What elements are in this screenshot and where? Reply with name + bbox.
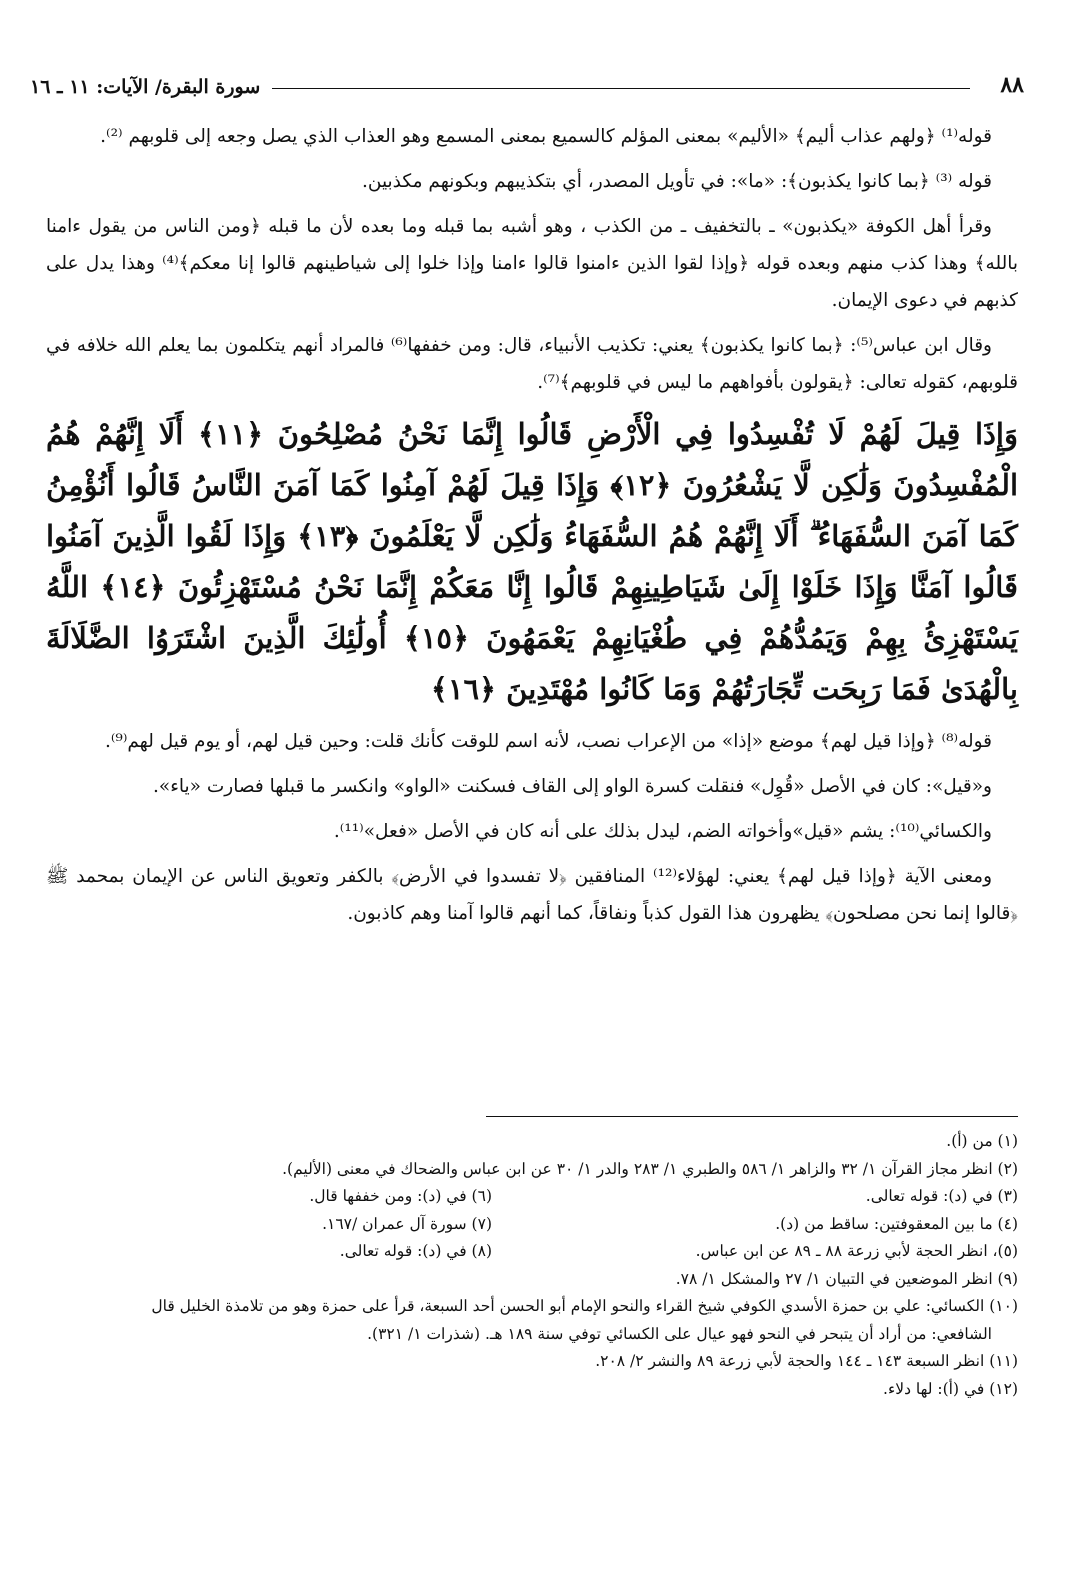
paragraph-3: وقرأ أهل الكوفة «يكذبون» ـ بالتخفيف ـ من الكذب ، وهو أشبه بما قبله وما بعده لأن ما قبله ﴿ومن الناس من يقول ءامنا بالله﴾ وهذا كذب منهم وبعده قوله ﴿وإذا لقوا الذين ءامنوا قالوا ءامنا وإذا خلوا إلى شياطينهم قالوا إنا معكم﴾⁽⁴⁾ وهذا يدل على كذبهم في دعوى الإيمان.	[46, 216, 1018, 311]
footnote-11: (١١) انظر السبعة ١٤٣ ـ ١٤٤ والحجة لأبي زرعة ٨٩ والنشر ٢/ ٢٠٨.	[595, 1352, 1018, 1370]
footnote-column-left	[46, 1183, 532, 1266]
paragraph-1: قوله⁽¹⁾ ﴿ولهم عذاب أليم﴾ «الأليم» بمعنى المؤلم كالسميع بمعنى المسمع وهو العذاب الذي يصل وجعه إلى قلوبهم ⁽²⁾.	[100, 126, 992, 147]
footnote-divider	[486, 1116, 1018, 1117]
footnote-column-right	[532, 1183, 1018, 1266]
paragraph-2: قوله ⁽³⁾ ﴿بما كانوا يكذبون﴾: «ما»: في تأويل المصدر، أي بتكذيبهم وبكونهم مكذبين.	[361, 171, 992, 192]
footnote-10-line-1: (١٠) الكسائي: علي بن حمزة الأسدي الكوفي شيخ القراء والنحو الإمام أبو الحسن أحد السبعة، قرأ على حمزة وهو من تلامذة الخليل قال	[151, 1297, 1018, 1315]
footnote-5: (٥)، انظر الحجة لأبي زرعة ٨٨ ـ ٨٩ عن ابن عباس.	[695, 1242, 1018, 1260]
footnote-8: (٨) في (د): قوله تعالى.	[339, 1242, 492, 1260]
main-text	[46, 118, 1018, 940]
paragraph-7: والكسائي⁽¹⁰⁾: يشم «قيل»وأخواته الضم، ليدل بذلك على أنه كان في الأصل «فعل»⁽¹¹⁾.	[333, 821, 992, 842]
paragraph-4: وقال ابن عباس⁽⁵⁾: ﴿بما كانوا يكذبون﴾ يعني: تكذيب الأنبياء، قال: ومن خففها⁽⁶⁾ فالمراد أنهم يتكلمون بما يعلم الله خلافه في قلوبهم، كقوله تعالى: ﴿يقولون بأفواههم ما ليس في قلوبهم﴾⁽⁷⁾.	[46, 335, 1018, 393]
footnotes	[46, 1128, 1018, 1403]
running-title: سورة البقرة/ الآيات: ١١ ـ ١٦	[30, 76, 261, 98]
footnote-4: (٤) ما بين المعقوفتين: ساقط من (د).	[775, 1214, 1018, 1233]
footnotes-two-column	[46, 1183, 1018, 1266]
page-header	[30, 62, 1024, 98]
paragraph-5: قوله⁽⁸⁾ ﴿وإذا قيل لهم﴾ موضع «إذا» من الإعراب نصب، لأنه اسم للوقت كأنك قلت: وحين قيل لهم، أو يوم قيل لهم⁽⁹⁾.	[104, 731, 992, 752]
footnote-1: (١) من (أ).	[946, 1132, 1018, 1150]
footnote-2: (٢) انظر مجاز القرآن ١/ ٣٢ والزاهر ١/ ٥٨٦ والطبري ١/ ٢٨٣ والدر ١/ ٣٠ عن ابن عباس والضحاك في معنى (الأليم).	[282, 1159, 1018, 1178]
page-number: ٨٨	[1000, 72, 1024, 98]
quran-verses: وَإِذَا قِيلَ لَهُمْ لَا تُفْسِدُوا فِي الْأَرْضِ قَالُوا إِنَّمَا نَحْنُ مُصْلِحُونَ ﴿١١﴾ أَلَا إِنَّهُمْ هُمُ الْمُفْسِدُونَ وَلَٰكِن لَّا يَشْعُرُونَ ﴿١٢﴾ وَإِذَا قِيلَ لَهُمْ آمِنُوا كَمَا آمَنَ النَّاسُ قَالُوا أَنُؤْمِنُ كَمَا آمَنَ السُّفَهَاءُ ۗ أَلَا إِنَّهُمْ هُمُ السُّفَهَاءُ وَلَٰكِن لَّا يَعْلَمُونَ ﴿١٣﴾ وَإِذَا لَقُوا الَّذِينَ آمَنُوا قَالُوا آمَنَّا وَإِذَا خَلَوْا إِلَىٰ شَيَاطِينِهِمْ قَالُوا إِنَّا مَعَكُمْ إِنَّمَا نَحْنُ مُسْتَهْزِئُونَ ﴿١٤﴾ اللَّهُ يَسْتَهْزِئُ بِهِمْ وَيَمُدُّهُمْ فِي طُغْيَانِهِمْ يَعْمَهُونَ ﴿١٥﴾ أُولَٰئِكَ الَّذِينَ اشْتَرَوُا الضَّلَالَةَ بِالْهُدَىٰ فَمَا رَبِحَت تِّجَارَتُهُمْ وَمَا كَانُوا مُهْتَدِينَ ﴿١٦﴾	[46, 417, 1019, 706]
footnote-10	[46, 1293, 1018, 1348]
footnote-10-line-2: الشافعي: من أراد أن يتبحر في النحو فهو عيال على الكسائي توفي سنة ١٨٩ هـ. (شذرات ١/ ٣٢١).	[367, 1324, 992, 1343]
paragraph-6: و«قيل»: كان في الأصل «قُوِل» فنقلت كسرة الواو إلى القاف فسكنت «الواو» وانكسر ما قبلها فصارت «ياء».	[153, 776, 992, 797]
footnote-3: (٣) في (د): قوله تعالى.	[865, 1187, 1018, 1205]
footnote-7: (٧) سورة آل عمران /١٦٧.	[322, 1214, 492, 1233]
header-rule	[272, 88, 970, 89]
footnote-9: (٩) انظر الموضعين في التبيان ١/ ٢٧ والمشكل ١/ ٧٨.	[675, 1269, 1018, 1288]
footnote-6: (٦) في (د): ومن خففها قال.	[309, 1187, 492, 1205]
footnote-12: (١٢) في (أ): لها دلاء.	[883, 1379, 1018, 1398]
paragraph-8: ومعنى الآية ﴿وإذا قيل لهم﴾ يعني: لهؤلاء⁽¹²⁾ المنافقين ﴿لا تفسدوا في الأرض﴾ بالكفر وتعويق الناس عن الإيمان بمحمد ﷺ ﴿قالوا إنما نحن مصلحون﴾ يظهرون هذا القول كذباً ونفاقاً، كما أنهم قالوا آمنا وهم كاذبون.	[46, 866, 1018, 924]
